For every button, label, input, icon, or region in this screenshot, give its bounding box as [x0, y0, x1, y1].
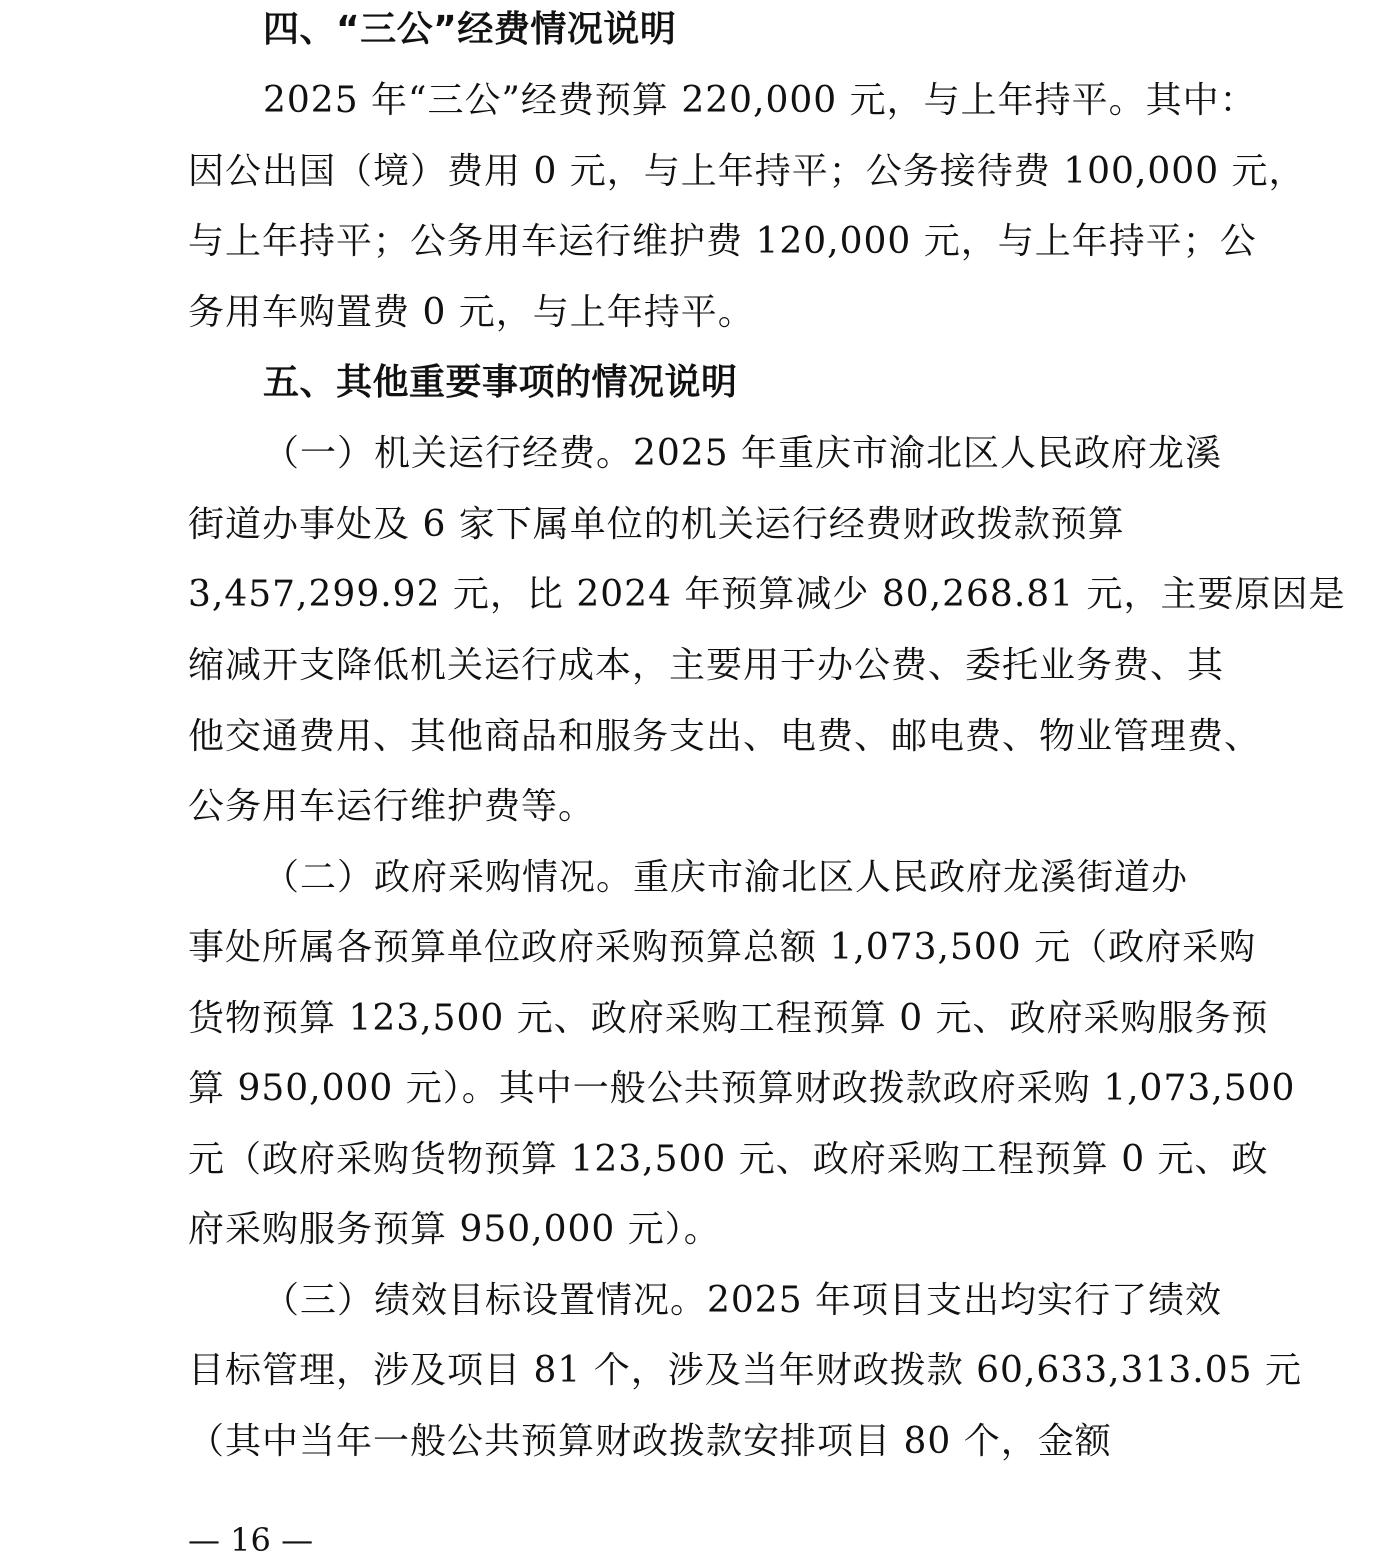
paragraph-line: 算 950,000 元）。其中一般公共预算财政拨款政府采购 1,073,500 — [188, 1068, 1296, 1109]
paragraph-line: 2025 年“三公”经费预算 220,000 元，与上年持平。其中： — [263, 80, 1257, 121]
paragraph-line: 街道办事处及 6 家下属单位的机关运行经费财政拨款预算 — [188, 504, 1125, 545]
section-5-heading: 五、其他重要事项的情况说明 — [263, 362, 738, 403]
paragraph-line: 务用车购置费 0 元，与上年持平。 — [188, 292, 755, 333]
paragraph-line: 目标管理，涉及项目 81 个，涉及当年财政拨款 60,633,313.05 元 — [188, 1350, 1302, 1391]
paragraph-line: 元（政府采购货物预算 123,500 元、政府采购工程预算 0 元、政 — [188, 1139, 1269, 1180]
paragraph-line: 缩减开支降低机关运行成本，主要用于办公费、委托业务费、其 — [188, 645, 1225, 686]
paragraph-line: （二）政府采购情况。重庆市渝北区人民政府龙溪街道办 — [263, 857, 1189, 898]
page-number: — 16 — — [188, 1521, 314, 1559]
paragraph-line: 因公出国（境）费用 0 元，与上年持平；公务接待费 100,000 元， — [188, 151, 1306, 192]
paragraph-line: 府采购服务预算 950,000 元）。 — [188, 1209, 721, 1250]
paragraph-line: 与上年持平；公务用车运行维护费 120,000 元，与上年持平；公 — [188, 221, 1257, 262]
paragraph-line: 货物预算 123,500 元、政府采购工程预算 0 元、政府采购服务预 — [188, 998, 1269, 1039]
paragraph-line: 公务用车运行维护费等。 — [188, 786, 596, 827]
paragraph-line: 事处所属各预算单位政府采购预算总额 1,073,500 元（政府采购 — [188, 927, 1257, 968]
section-4-heading: 四、“三公”经费情况说明 — [263, 9, 677, 50]
paragraph-line: 他交通费用、其他商品和服务支出、电费、邮电费、物业管理费、 — [188, 716, 1262, 757]
paragraph-line: （一）机关运行经费。2025 年重庆市渝北区人民政府龙溪 — [263, 433, 1223, 474]
paragraph-line: 3,457,299.92 元，比 2024 年预算减少 80,268.81 元，主要原因是 — [188, 574, 1346, 615]
paragraph-line: （三）绩效目标设置情况。2025 年项目支出均实行了绩效 — [263, 1280, 1223, 1321]
paragraph-line: （其中当年一般公共预算财政拨款安排项目 80 个，金额 — [188, 1421, 1112, 1462]
